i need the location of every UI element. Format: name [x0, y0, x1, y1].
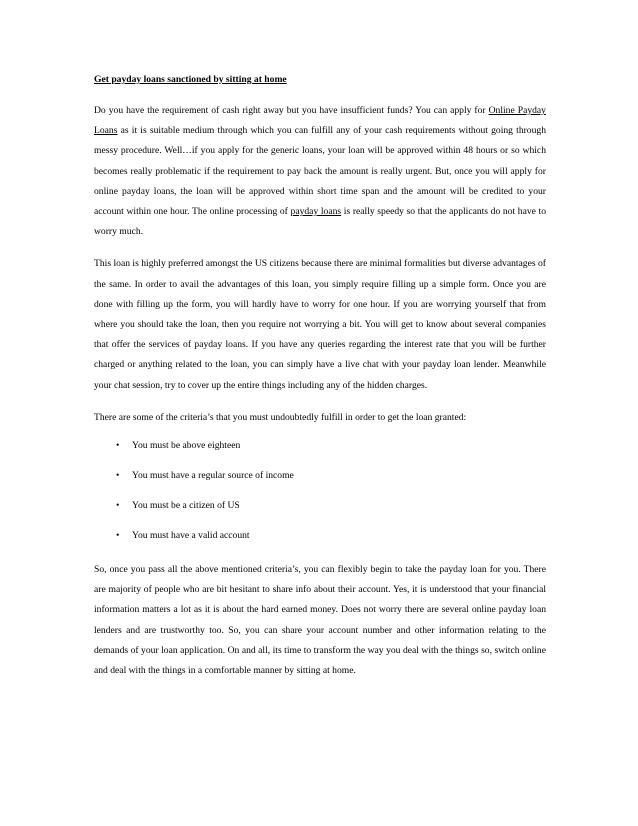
bullet-icon: •	[116, 470, 120, 482]
list-item	[94, 530, 546, 542]
criteria-text: You must have a regular source of income	[132, 470, 294, 482]
intro-text-3: is really speedy so that the applicants do not have to worry much.	[94, 206, 547, 238]
criteria-list	[94, 440, 546, 542]
document-page	[94, 74, 546, 693]
intro-paragraph	[94, 101, 546, 242]
advantages-paragraph: This loan is highly preferred amongst the US citizens because there are minimal formalities but diverse advantages of the same. In order to avail the advantages of this loan, you simply require filling up a simple form. Once you are done with filling up the form, you will hardly have to worry for one hour. If you are worrying yourself that from where you should take the loan, then you require not worrying a bit. You will get to know about several companies that offer the services of payday loans. If you have any queries regarding the interest rate that you will be further charged or anything related to the loan, you can simply have a live chat with your payday loan lender. Meanwhile your chat session, try to cover up the entire things including any of the hidden charges.	[94, 258, 546, 391]
list-item	[94, 500, 546, 512]
criteria-text: You must have a valid account	[132, 530, 250, 542]
payday-loans-link[interactable]: payday loans	[290, 206, 342, 218]
list-item	[94, 470, 546, 482]
criteria-text: You must be above eighteen	[132, 440, 241, 452]
online-payday-loans-link[interactable]: Online Payday Loans	[94, 105, 546, 137]
intro-text-1: Do you have the requirement of cash right away but you have insufficient funds? You can apply for	[94, 105, 489, 116]
bullet-icon: •	[116, 530, 120, 542]
list-item	[94, 440, 546, 452]
bullet-icon: •	[116, 440, 120, 452]
bullet-icon: •	[116, 500, 120, 512]
closing-paragraph: So, once you pass all the above mentioned criteria’s, you can flexibly begin to take the payday loan for you. There are majority of people who are bit hesitant to share info about their account. Yes, it is understood that your financial information matters a lot as it is about the hard earned money. Does not worry there are several online payday loan lenders and are trustworthy too. So, you can share your account number and other information relating to the demands of your loan application. On and all, its time to transform the way you deal with the things so, switch online and deal with the things in a comfortable manner by sitting at home.	[94, 564, 546, 677]
criteria-intro-paragraph: There are some of the criteria’s that you must undoubtedly fulfill in order to get the loan granted:	[94, 411, 467, 423]
intro-text-2: as it is suitable medium through which you can fulfill any of your cash requirements without going through messy procedure. Well…if you apply for the generic loans, your loan will be approved within 48 hours or so which becomes really problematic if the requirement to pay back the amount is really urgent. But, once you will apply for online payday loans, the loan will be approved within short time span and the amount will be credited to your account within one hour. The online processing of	[94, 125, 546, 218]
criteria-text: You must be a citizen of US	[132, 500, 240, 512]
document-title: Get payday loans sanctioned by sitting at home	[94, 74, 287, 85]
